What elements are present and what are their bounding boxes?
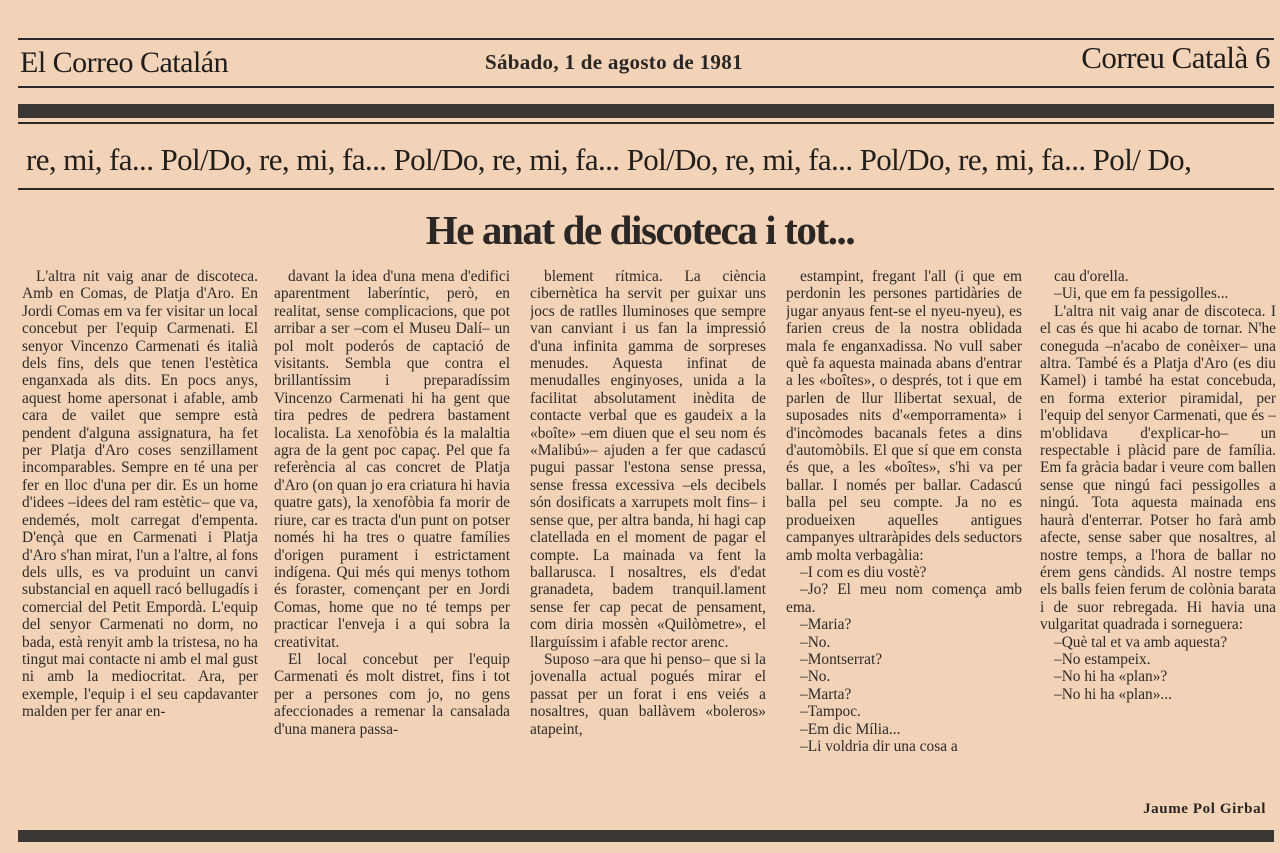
paragraph: –No hi ha «plan»?	[1054, 668, 1168, 686]
paragraph: –Jo? El meu nom comença amb ema.	[786, 581, 1022, 616]
paragraph: –Ui, que em fa pessigolles...	[1054, 285, 1229, 303]
bottom-rule	[18, 830, 1274, 842]
paragraph: cau d'orella.	[1054, 268, 1129, 285]
issue-date: Sábado, 1 de agosto de 1981	[485, 50, 743, 74]
paragraph: –Maria?	[800, 616, 852, 634]
article-column-2	[274, 268, 510, 808]
article-column-1	[22, 268, 258, 808]
thick-band-rule	[18, 104, 1274, 118]
paragraph: –No.	[800, 633, 831, 651]
paragraph: –Em dic Mília...	[800, 720, 901, 738]
section-page: Correu Català 6	[1081, 40, 1270, 75]
paragraph: –Tampoc.	[800, 703, 861, 721]
paragraph: estampint, fregant l'all (i que em perdonin les persones partidàries de jugar anyaus fent-se el nyeu-nyeu), es farien creus de la nostra oblidada mala fe enganxadissa. No vull saber què fa aquesta mainada abans d'entrar a les «boîtes», o després, tot i que em parlen de llur llibertat sexual, de suposades nits d'«emporramenta» i d'incòmodes bacanals fetes a dins d'automòbils. El que sí que em consta és que, a les «boîtes», s'hi va per ballar. I només per ballar. Cadascú balla pel seu compte. Ja no es produeixen aquelles antigues campanyes ultraràpides dels seductors amb molta verbagàlia:	[786, 268, 1022, 564]
paragraph: –Montserrat?	[800, 650, 883, 668]
paragraph: davant la idea d'una mena d'edifici aparentment laberíntic, però, en realitat, sense complicacions, que pot arribar a ser –com el Museu Dalí– un pol molt poderós de captació de visitants. Sembla que contra el brillantíssim i preparadíssim Vincenzo Carmenati hi ha gent que tira pedres de pedrera bastament localista. La xenofòbia és la malaltia agra de la gent poc capaç. Pel que fa referència al cas concret de Platja d'Aro (on quan jo era criatura hi havia quatre gats), la xenofòbia fa morir de riure, car es tracta d'un punt on potser només hi ha tres o quatre famílies d'origen purament i estrictament indígena. Qui més qui menys tothom és foraster, començant per en Jordi Comas, home que no té temps per practicar l'enveja i a qui sobra la creativitat.	[274, 268, 510, 651]
paragraph: –No.	[800, 668, 831, 686]
paragraph: –No estampeix.	[1054, 650, 1151, 668]
article-column-5	[1040, 268, 1276, 808]
paragraph: –No hi ha «plan»...	[1054, 685, 1172, 703]
masthead-rule	[18, 86, 1274, 88]
author-byline: Jaume Pol Girbal	[1143, 801, 1266, 817]
paragraph: –Què tal et va amb aquesta?	[1054, 633, 1228, 651]
masthead	[20, 40, 1270, 84]
band-thin-rule	[18, 122, 1274, 124]
article-column-3	[530, 268, 766, 808]
paragraph: Suposo –ara que hi penso– que si la jovenalla actual pogués mirar el passat per un forat i ens veiés a nosaltres, quan ballàvem «boleros» atapeint,	[530, 650, 766, 738]
article-column-4	[786, 268, 1022, 808]
paragraph: blement rítmica. La ciència cibernètica ha servit per guixar uns jocs de ratlles lluminoses que sempre van canviant i us fan la impressió d'una infinita gamma de sorpreses menudes. Aquesta infinat de menudalles enginyoses, unida a la facilitat absolutament inèdita de contacte verbal que es gaudeix a la «boîte» –em diuen que el seu nom és «Malibú»– ajuden a fer que cadascú pugui passar l'estona sense pressa, sense fressa excessiva –els decibels són dosificats a xarrupets molt fins– i sense que, per altra banda, hi hagi cap clatellada en el moment de pagar el compte. La mainada va fent la ballarusca. I nosaltres, els d'edat granadeta, badem tranquil.lament sense fer cap pecat de pensament, com diria mossèn «Quilòmetre», el llarguíssim i afable rector arenc.	[530, 268, 766, 651]
banner-bottom-rule	[18, 188, 1274, 190]
column-banner: re, mi, fa... Pol/Do, re, mi, fa... Pol/Do, re, mi, fa... Pol/Do, re, mi, fa... Pol/Do, re, mi, fa... Pol/ Do,	[26, 142, 1192, 177]
paragraph: L'altra nit vaig anar de discoteca. Amb en Comas, de Platja d'Aro. En Jordi Comas em va fer visitar un local concebut per l'equip Carmenati. El senyor Vincenzo Carmenati és italià dels fins, dels que tenen l'estètica enganxada als dits. En pocs anys, aquest home apersonat i afable, amb cara de vailet que sempre està pendent d'alguna assignatura, ha fet per Platja d'Aro coses senzillament incomparables. Sempre en té una per fer en lloc d'una per dir. Es un home d'idees –idees del ram estètic– que va, endemés, molt carregat d'empenta. D'ençà que en Carmenati i Platja d'Aro s'han mirat, l'un a l'altre, al fons dels ulls, es va produint un canvi substancial en aquell racó bellugadís i comercial del Petit Empordà. L'equip del senyor Carmenati no dorm, no bada, està renyit amb la tristesa, no ha tingut mai contacte ni amb el mal gust ni amb la mediocritat. Ara, per exemple, l'equip i el seu capdavanter malden per fer anar en-	[22, 268, 258, 721]
newspaper-name: El Correo Catalán	[20, 46, 229, 79]
paragraph: –Li voldria dir una cosa a	[800, 737, 958, 755]
paragraph: –Marta?	[800, 685, 852, 703]
paragraph: L'altra nit vaig anar de discoteca. I el cas és que hi acabo de tornar. N'he coneguda –n'acabo de conèixer– una altra. També és a Platja d'Aro (es diu Kamel) i també ha estat concebuda, en forma exterior piramidal, per l'equip del senyor Carmenati, que és –m'oblidava d'explicar-ho– un respectable i plàcid pare de família. Em fa gràcia badar i veure com ballen sense que ningú faci pessigolles a ningú. Tota aquesta mainada ens haurà d'enterrar. Potser ho farà amb afecte, sense saber que nosaltres, al nostre temps, a l'hora de ballar no érem gens càndids. Al nostre temps els balls feien ferum de colònia barata i de suor rebregada. Hi havia una vulgaritat quadrada i sorneguera:	[1040, 302, 1276, 634]
paragraph: El local concebut per l'equip Carmenati és molt distret, fins i tot per a persones com jo, no gens afeccionades a remenar la cansalada d'una manera passa-	[274, 650, 510, 738]
paragraph: –I com es diu vostè?	[800, 563, 927, 581]
headline: He anat de discoteca i tot...	[425, 207, 855, 253]
